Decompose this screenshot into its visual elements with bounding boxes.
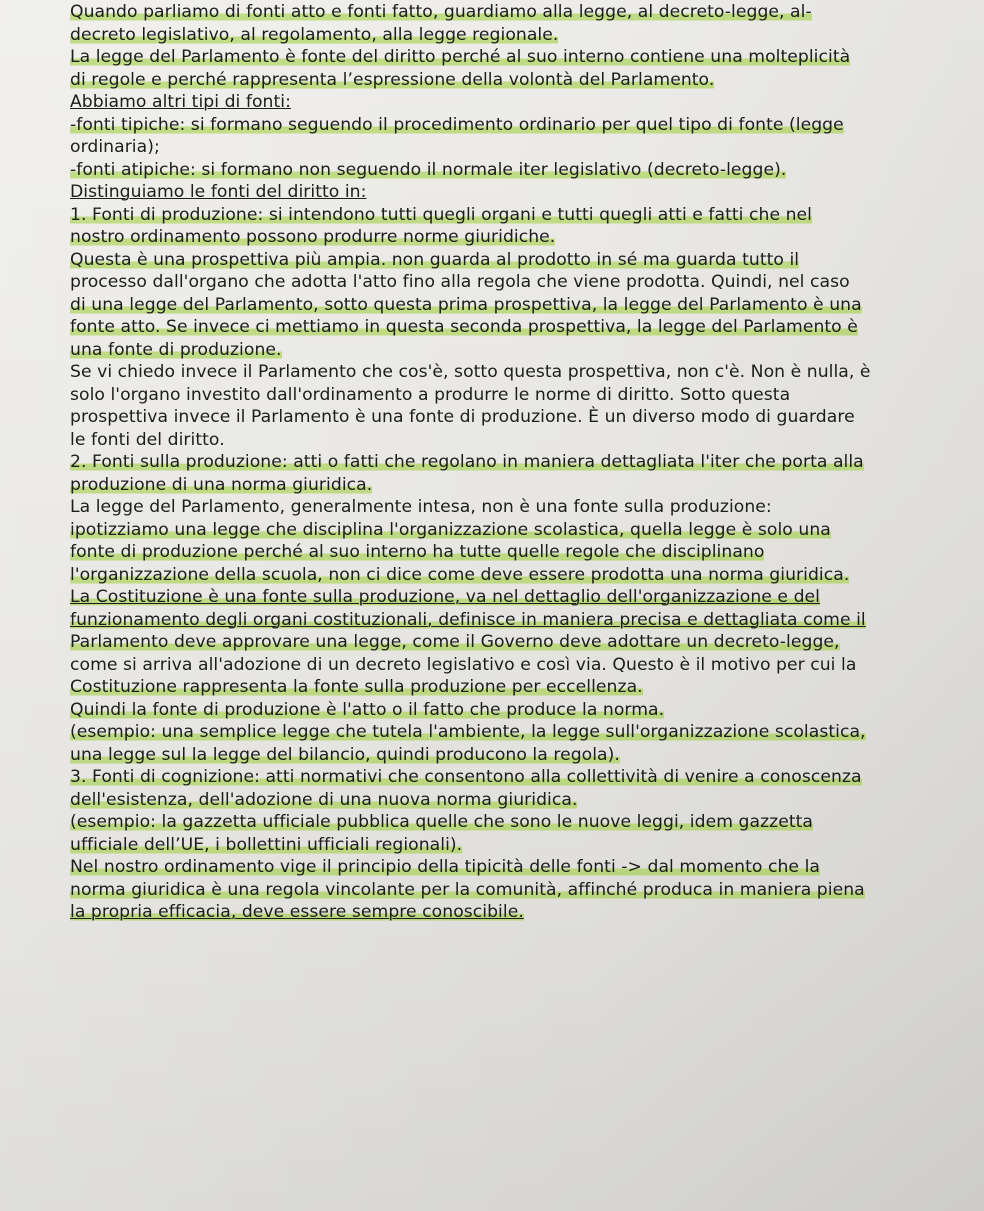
text-line: ufficiale dell’UE, i bollettini ufficiali regionali). [70,834,463,855]
text-line: Se vi chiedo invece il Parlamento che cos'è, sotto questa prospettiva, non c'è. Non è nulla, è [70,362,871,382]
text-line: 2. Fonti sulla produzione: atti o fatti che regolano in maniera dettagliata l'iter che porta alla [70,452,864,472]
text-line: ordinaria); [70,137,160,157]
text-line: decreto legislativo, al regolamento, alla legge regionale. [70,24,559,45]
text-line: solo l'organo investito dall'ordinamento a produrre le norme di diritto. Sotto questa [70,384,791,405]
text-line: Quindi la fonte di produzione è l'atto o il fatto che produce la norma. [70,699,665,720]
text-line: 3. Fonti di cognizione: atti normativi che consentono alla collettività di venire a conoscenza [70,767,862,787]
text-line: -fonti tipiche: si formano seguendo il procedimento ordinario per quel tipo di fonte (legge [70,114,844,135]
text-line: ipotizziamo una legge che disciplina l'organizzazione scolastica, quella legge è solo una [70,519,831,540]
text-line: come si arriva all'adozione di un decreto legislativo e così via. Questo è il motivo per cui la [70,654,857,675]
text-line: fonte di produzione perché al suo interno ha tutte quelle regole che disciplinano [70,542,765,562]
text-line: 1. Fonti di produzione: si intendono tutti quegli organi e tutti quegli atti e fatti che nel [70,204,812,225]
text-line: Costituzione rappresenta la fonte sulla produzione per eccellenza. [70,677,643,697]
text-line: Quando parliamo di fonti atto e fonti fatto, guardiamo alla legge, al decreto-legge, al- [70,2,812,22]
text-line: processo dall'organo che adotta l'atto fino alla regola che viene prodotta. Quindi, nel caso [70,272,850,292]
text-line: (esempio: una semplice legge che tutela l'ambiente, la legge sull'organizzazione scolastica, [70,722,866,742]
text-line: -fonti atipiche: si formano non seguendo il normale iter legislativo (decreto-legge). [70,159,787,180]
text-line: prospettiva invece il Parlamento è una fonte di produzione. È un diverso modo di guardare [70,407,855,427]
text-line: La legge del Parlamento è fonte del diritto perché al suo interno contiene una molteplicità [70,47,851,67]
text-line: di regole e perché rappresenta l’espressione della volontà del Parlamento. [70,69,715,90]
text-line: norma giuridica è una regola vincolante per la comunità, affinché produca in maniera piena [70,879,865,900]
text-line: nostro ordinamento possono produrre norme giuridiche. [70,227,556,247]
text-line: Abbiamo altri tipi di fonti: [70,92,291,112]
notes-text [70,0,970,924]
text-line: (esempio: la gazzetta ufficiale pubblica quelle che sono le nuove leggi, idem gazzetta [70,812,813,832]
text-line: La legge del Parlamento, generalmente intesa, non è una fonte sulla produzione: [70,497,772,517]
text-line: Questa è una prospettiva più ampia. non guarda al prodotto in sé ma guarda tutto il [70,249,800,270]
text-line: di una legge del Parlamento, sotto questa prima prospettiva, la legge del Parlamento è una [70,294,862,315]
text-line: funzionamento degli organi costituzionali, definisce in maniera precisa e dettagliata come il [70,609,866,630]
text-line: le fonti del diritto. [70,429,225,450]
text-line: Parlamento deve approvare una legge, come il Governo deve adottare un decreto-legge, [70,632,840,652]
text-line: la propria efficacia, deve essere sempre conoscibile. [70,902,524,922]
text-line: Distinguiamo le fonti del diritto in: [70,182,367,202]
text-line: fonte atto. Se invece ci mettiamo in questa seconda prospettiva, la legge del Parlamento è [70,317,858,337]
text-line: l'organizzazione della scuola, non ci dice come deve essere prodotta una norma giuridica. [70,564,850,585]
text-line: una fonte di produzione. [70,339,282,360]
text-line: dell'esistenza, dell'adozione di una nuova norma giuridica. [70,789,578,810]
text-line: una legge sul la legge del bilancio, quindi producono la regola). [70,744,620,765]
text-line: Nel nostro ordinamento vige il principio della tipicità delle fonti -> dal momento che la [70,857,820,877]
text-line: produzione di una norma giuridica. [70,474,373,495]
text-line: La Costituzione è una fonte sulla produzione, va nel dettaglio dell'organizzazione e del [70,587,820,607]
